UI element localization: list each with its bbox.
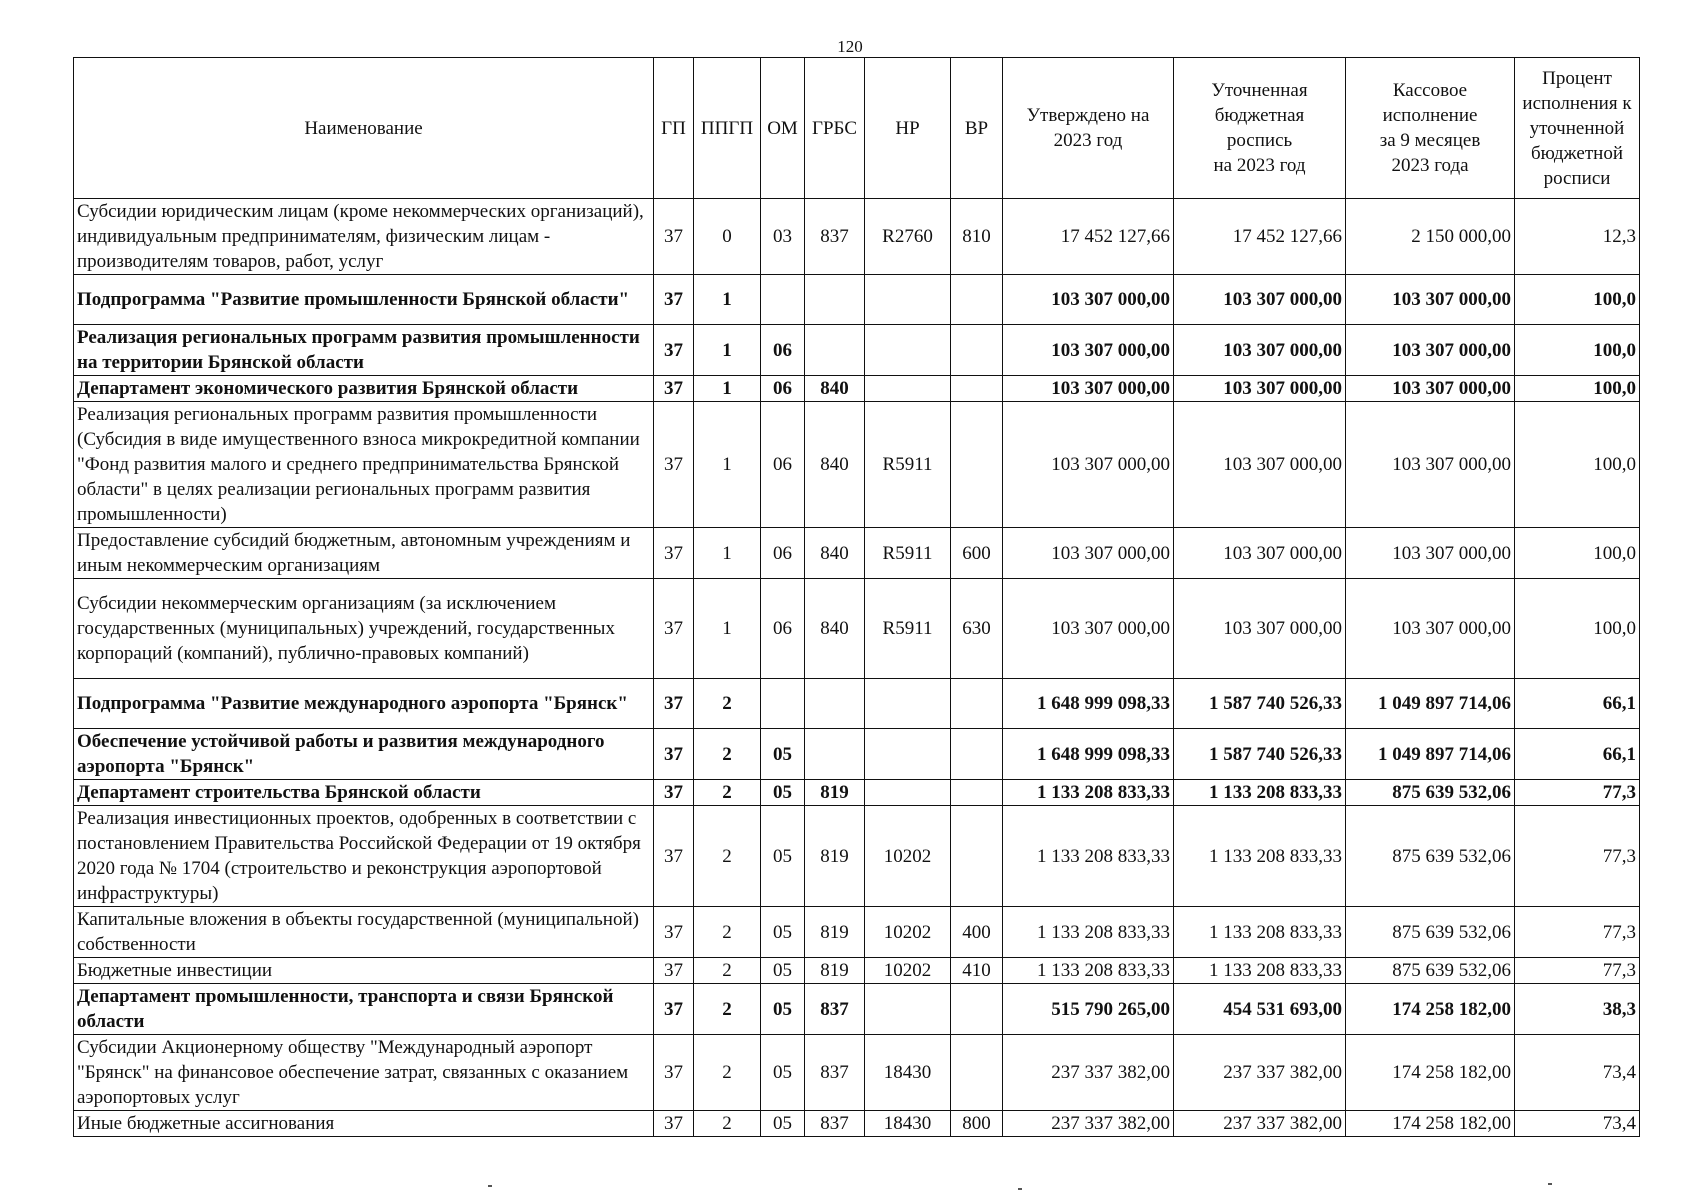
row-om: 06 [761,325,805,376]
row-gp: 37 [654,806,694,907]
row-gp: 37 [654,984,694,1035]
row-vr [951,275,1003,325]
row-cash-execution: 174 258 182,00 [1346,1111,1515,1137]
row-gp: 37 [654,402,694,528]
row-cash-execution: 103 307 000,00 [1346,528,1515,579]
row-execution-percent: 77,3 [1515,806,1640,907]
row-execution-percent: 73,4 [1515,1111,1640,1137]
row-nr: R5911 [865,402,951,528]
table-row [74,958,1640,984]
header-execution-percent: Процент исполнения к уточненной бюджетной росписи [1515,58,1640,199]
row-gp: 37 [654,376,694,402]
row-om [761,679,805,729]
row-vr [951,780,1003,806]
row-grbs: 819 [805,958,865,984]
row-cash-execution: 1 049 897 714,06 [1346,679,1515,729]
row-ppgp: 1 [694,528,761,579]
row-refined-budget: 103 307 000,00 [1174,275,1346,325]
row-vr: 800 [951,1111,1003,1137]
row-refined-budget: 1 587 740 526,33 [1174,679,1346,729]
table-row [74,907,1640,958]
row-cash-execution: 1 049 897 714,06 [1346,729,1515,780]
table-row [74,806,1640,907]
row-nr [865,780,951,806]
row-nr: 10202 [865,907,951,958]
row-approved: 103 307 000,00 [1003,376,1174,402]
header-refined-budget: Уточненная бюджетная роспись на 2023 год [1174,58,1346,199]
row-grbs: 819 [805,907,865,958]
row-refined-budget: 1 133 208 833,33 [1174,907,1346,958]
row-nr: 18430 [865,1111,951,1137]
row-refined-budget: 103 307 000,00 [1174,325,1346,376]
row-refined-budget: 103 307 000,00 [1174,402,1346,528]
row-nr: 18430 [865,1035,951,1111]
row-name: Капитальные вложения в объекты государственной (муниципальной) собственности [74,907,654,958]
row-nr: R2760 [865,199,951,275]
row-cash-execution: 174 258 182,00 [1346,984,1515,1035]
row-name: Иные бюджетные ассигнования [74,1111,654,1137]
row-name: Субсидии Акционерному обществу "Международный аэропорт "Брянск" на финансовое обеспечение затрат, связанных с оказанием аэропортовых услуг [74,1035,654,1111]
table-row [74,1035,1640,1111]
budget-table-container [73,57,1640,1137]
row-cash-execution: 103 307 000,00 [1346,376,1515,402]
row-execution-percent: 100,0 [1515,528,1640,579]
row-om: 06 [761,402,805,528]
row-refined-budget: 237 337 382,00 [1174,1111,1346,1137]
table-row [74,729,1640,780]
row-grbs: 837 [805,984,865,1035]
row-gp: 37 [654,729,694,780]
row-cash-execution: 875 639 532,06 [1346,806,1515,907]
row-name: Реализация инвестиционных проектов, одобренных в соответствии с постановлением Правительства Российской Федерации от 19 октября 2020 года № 1704 (строительство и реконструкция аэропортовой инфраструктуры) [74,806,654,907]
row-refined-budget: 103 307 000,00 [1174,579,1346,679]
scan-mark [1548,1183,1552,1185]
row-name: Подпрограмма "Развитие промышленности Брянской области" [74,275,654,325]
row-approved: 515 790 265,00 [1003,984,1174,1035]
row-vr: 410 [951,958,1003,984]
row-grbs: 819 [805,780,865,806]
row-name: Субсидии некоммерческим организациям (за исключением государственных (муниципальных) учреждений, государственных корпораций (компаний), публично-правовых компаний) [74,579,654,679]
scan-mark [1018,1188,1022,1190]
row-ppgp: 2 [694,984,761,1035]
row-refined-budget: 237 337 382,00 [1174,1035,1346,1111]
row-grbs: 840 [805,402,865,528]
row-execution-percent: 77,3 [1515,780,1640,806]
row-ppgp: 1 [694,325,761,376]
header-grbs: ГРБС [805,58,865,199]
row-ppgp: 1 [694,275,761,325]
row-refined-budget: 103 307 000,00 [1174,376,1346,402]
row-grbs: 840 [805,528,865,579]
row-ppgp: 1 [694,402,761,528]
table-row [74,679,1640,729]
row-vr [951,376,1003,402]
row-vr: 630 [951,579,1003,679]
scan-mark [488,1185,492,1187]
row-nr: 10202 [865,806,951,907]
row-cash-execution: 103 307 000,00 [1346,275,1515,325]
row-grbs [805,325,865,376]
header-om: ОМ [761,58,805,199]
row-gp: 37 [654,1111,694,1137]
row-gp: 37 [654,275,694,325]
header-ppgp: ППГП [694,58,761,199]
row-gp: 37 [654,907,694,958]
row-om: 05 [761,780,805,806]
row-execution-percent: 77,3 [1515,958,1640,984]
row-cash-execution: 103 307 000,00 [1346,325,1515,376]
row-nr [865,679,951,729]
row-nr [865,275,951,325]
row-gp: 37 [654,1035,694,1111]
row-approved: 103 307 000,00 [1003,275,1174,325]
table-row [74,275,1640,325]
row-grbs: 837 [805,1111,865,1137]
row-vr [951,729,1003,780]
table-row [74,402,1640,528]
row-grbs: 819 [805,806,865,907]
row-ppgp: 2 [694,1035,761,1111]
row-cash-execution: 875 639 532,06 [1346,958,1515,984]
row-ppgp: 2 [694,679,761,729]
row-execution-percent: 12,3 [1515,199,1640,275]
row-ppgp: 2 [694,729,761,780]
row-gp: 37 [654,679,694,729]
row-name: Реализация региональных программ развития промышленности на территории Брянской области [74,325,654,376]
row-vr [951,984,1003,1035]
row-refined-budget: 1 133 208 833,33 [1174,806,1346,907]
row-grbs [805,679,865,729]
row-vr [951,325,1003,376]
row-vr: 810 [951,199,1003,275]
table-row [74,325,1640,376]
row-grbs [805,275,865,325]
header-nr: НР [865,58,951,199]
row-nr: R5911 [865,579,951,679]
table-body [74,199,1640,1137]
row-gp: 37 [654,780,694,806]
row-gp: 37 [654,579,694,679]
row-nr [865,984,951,1035]
row-name: Реализация региональных программ развития промышленности (Субсидия в виде имущественного взноса микрокредитной компании "Фонд развития малого и среднего предпринимательства Брянской области" в целях реализации региональных программ развития промышленности) [74,402,654,528]
row-approved: 103 307 000,00 [1003,325,1174,376]
page-number: 120 [837,37,863,56]
row-name: Департамент экономического развития Брянской области [74,376,654,402]
row-approved: 103 307 000,00 [1003,402,1174,528]
row-nr [865,376,951,402]
row-nr: R5911 [865,528,951,579]
row-om: 05 [761,729,805,780]
row-om [761,275,805,325]
row-gp: 37 [654,325,694,376]
row-om: 05 [761,806,805,907]
row-refined-budget: 1 133 208 833,33 [1174,780,1346,806]
row-approved: 17 452 127,66 [1003,199,1174,275]
header-gp: ГП [654,58,694,199]
header-vr: ВР [951,58,1003,199]
table-header-row [74,58,1640,199]
row-om: 05 [761,958,805,984]
table-row [74,376,1640,402]
row-grbs: 837 [805,199,865,275]
row-ppgp: 2 [694,806,761,907]
row-vr [951,679,1003,729]
row-ppgp: 2 [694,958,761,984]
row-grbs: 837 [805,1035,865,1111]
row-grbs: 840 [805,376,865,402]
row-approved: 103 307 000,00 [1003,579,1174,679]
row-approved: 1 133 208 833,33 [1003,907,1174,958]
row-nr [865,729,951,780]
row-cash-execution: 875 639 532,06 [1346,780,1515,806]
row-execution-percent: 66,1 [1515,729,1640,780]
row-grbs [805,729,865,780]
row-approved: 1 648 999 098,33 [1003,679,1174,729]
row-om: 06 [761,528,805,579]
row-gp: 37 [654,199,694,275]
row-vr: 600 [951,528,1003,579]
header-cash-execution: Кассовое исполнение за 9 месяцев 2023 года [1346,58,1515,199]
row-refined-budget: 454 531 693,00 [1174,984,1346,1035]
row-refined-budget: 17 452 127,66 [1174,199,1346,275]
row-om: 06 [761,376,805,402]
row-refined-budget: 1 133 208 833,33 [1174,958,1346,984]
budget-table [73,57,1640,1137]
row-name: Подпрограмма "Развитие международного аэропорта "Брянск" [74,679,654,729]
row-cash-execution: 103 307 000,00 [1346,579,1515,679]
row-execution-percent: 100,0 [1515,376,1640,402]
row-grbs: 840 [805,579,865,679]
row-om: 05 [761,984,805,1035]
row-name: Департамент промышленности, транспорта и связи Брянской области [74,984,654,1035]
row-approved: 1 133 208 833,33 [1003,780,1174,806]
row-vr [951,402,1003,528]
row-ppgp: 2 [694,907,761,958]
row-approved: 1 648 999 098,33 [1003,729,1174,780]
row-nr [865,325,951,376]
row-ppgp: 0 [694,199,761,275]
row-execution-percent: 73,4 [1515,1035,1640,1111]
header-approved: Утверждено на 2023 год [1003,58,1174,199]
row-cash-execution: 875 639 532,06 [1346,907,1515,958]
row-approved: 237 337 382,00 [1003,1035,1174,1111]
row-ppgp: 2 [694,780,761,806]
row-om: 03 [761,199,805,275]
table-row [74,579,1640,679]
row-approved: 1 133 208 833,33 [1003,958,1174,984]
row-om: 05 [761,1111,805,1137]
row-gp: 37 [654,528,694,579]
table-row [74,780,1640,806]
table-row [74,528,1640,579]
row-execution-percent: 77,3 [1515,907,1640,958]
row-om: 05 [761,907,805,958]
row-cash-execution: 2 150 000,00 [1346,199,1515,275]
row-refined-budget: 103 307 000,00 [1174,528,1346,579]
row-name: Бюджетные инвестиции [74,958,654,984]
table-row [74,199,1640,275]
row-name: Предоставление субсидий бюджетным, автономным учреждениям и иным некоммерческим организациям [74,528,654,579]
table-row [74,984,1640,1035]
row-name: Обеспечение устойчивой работы и развития международного аэропорта "Брянск" [74,729,654,780]
row-name: Субсидии юридическим лицам (кроме некоммерческих организаций), индивидуальным предпринимателям, физическим лицам - производителям товаров, работ, услуг [74,199,654,275]
row-vr [951,1035,1003,1111]
row-name: Департамент строительства Брянской области [74,780,654,806]
row-execution-percent: 100,0 [1515,325,1640,376]
row-execution-percent: 66,1 [1515,679,1640,729]
row-approved: 1 133 208 833,33 [1003,806,1174,907]
row-vr [951,806,1003,907]
row-refined-budget: 1 587 740 526,33 [1174,729,1346,780]
row-ppgp: 1 [694,579,761,679]
row-cash-execution: 174 258 182,00 [1346,1035,1515,1111]
row-execution-percent: 100,0 [1515,275,1640,325]
row-execution-percent: 38,3 [1515,984,1640,1035]
row-ppgp: 2 [694,1111,761,1137]
row-execution-percent: 100,0 [1515,579,1640,679]
row-nr: 10202 [865,958,951,984]
row-om: 06 [761,579,805,679]
row-ppgp: 1 [694,376,761,402]
table-row [74,1111,1640,1137]
row-om: 05 [761,1035,805,1111]
row-approved: 103 307 000,00 [1003,528,1174,579]
row-gp: 37 [654,958,694,984]
row-cash-execution: 103 307 000,00 [1346,402,1515,528]
row-approved: 237 337 382,00 [1003,1111,1174,1137]
row-execution-percent: 100,0 [1515,402,1640,528]
row-vr: 400 [951,907,1003,958]
header-name: Наименование [74,58,654,199]
